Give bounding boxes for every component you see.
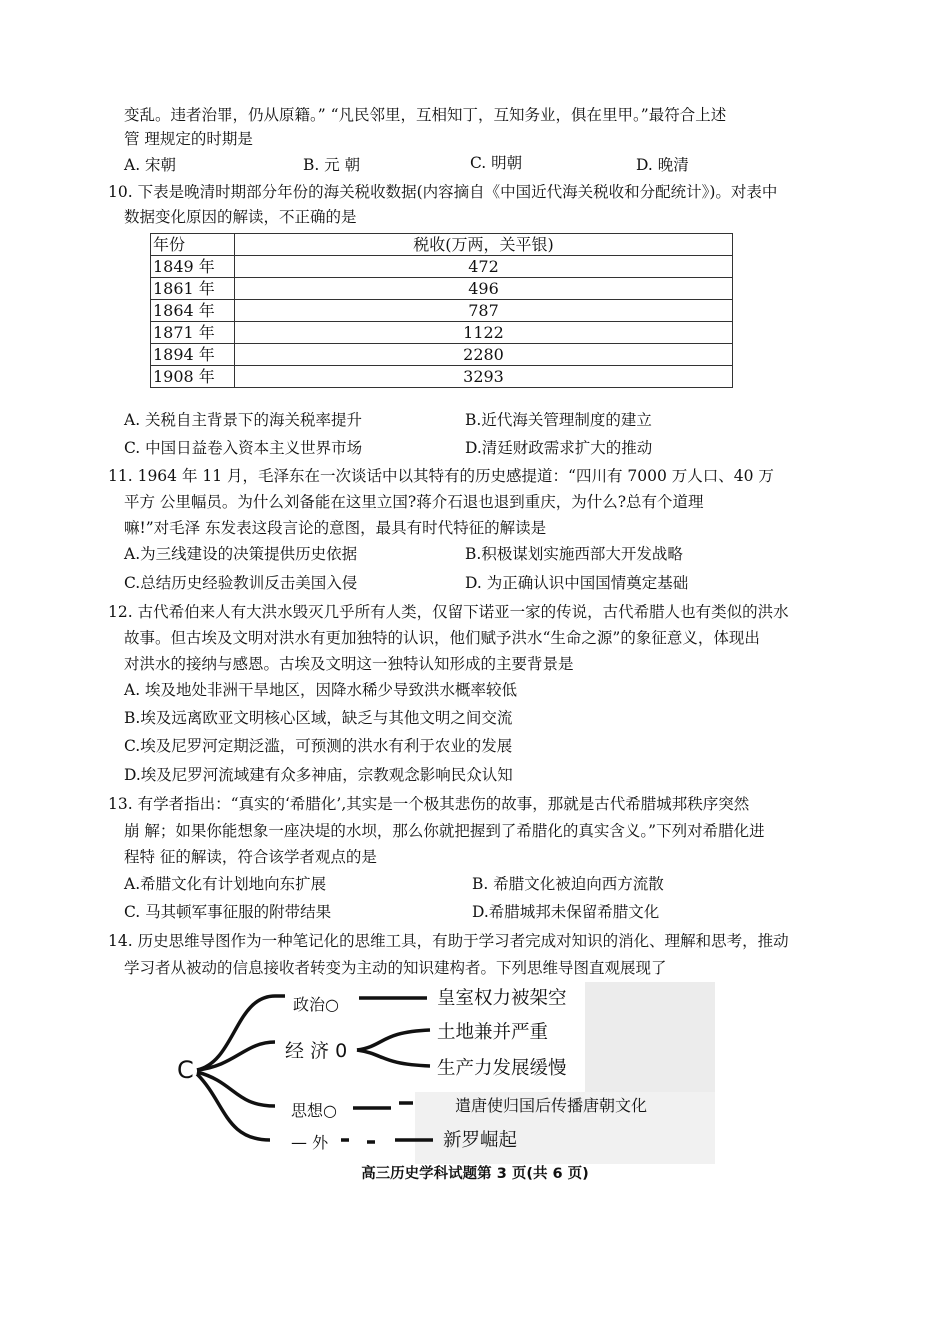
mind-map-leaf: 土地兼并严重: [437, 1022, 549, 1043]
table-cell-value: 472: [235, 256, 733, 278]
q12-option-a: A. 埃及地处非洲干旱地区，因降水稀少导致洪水概率较低: [124, 681, 518, 699]
page-footer: 高三历史学科试题第 3 页(共 6 页): [361, 1166, 589, 1182]
table-cell-year: 1908 年: [151, 366, 235, 388]
q13-option-d: D.希腊城邦未保留希腊文化: [472, 903, 660, 921]
table-cell-year: 1849 年: [151, 256, 235, 278]
q13-stem-line2: 崩 解；如果你能想象一座决堤的水坝，那么你就把握到了希腊化的真实含义。”下列对希腊化进: [124, 822, 765, 840]
table-cell-year: 1871 年: [151, 322, 235, 344]
q11-stem-line2: 平方 公里幅员。为什么刘备能在这里立国?蒋介石退也退到重庆，为什么?总有个道理: [124, 493, 704, 511]
table-cell-year: 1894 年: [151, 344, 235, 366]
table-row: [151, 322, 733, 344]
mind-map-topic-economy: 经 济 0: [285, 1040, 348, 1062]
table-row: [151, 256, 733, 278]
q13-option-a: A.希腊文化有计划地向东扩展: [124, 875, 327, 893]
table-header-year: 年份: [151, 234, 235, 256]
q10-stem-line2: 数据变化原因的解读，不正确的是: [124, 208, 357, 226]
mind-map-leaf: 遣唐使归国后传播唐朝文化: [455, 1096, 648, 1115]
table-cell-value: 787: [235, 300, 733, 322]
mind-map-topic-thought: 思想○: [291, 1101, 337, 1120]
q12-stem-line1: 12. 古代希伯来人有大洪水毁灭几乎所有人类，仅留下诺亚一家的传说，古代希腊人也有类似的洪水: [108, 603, 789, 621]
q12-option-d: D.埃及尼罗河流域建有众多神庙，宗教观念影响民众认知: [124, 766, 513, 784]
table-cell-year: 1864 年: [151, 300, 235, 322]
mind-map-root: C: [177, 1056, 194, 1084]
q10-option-c: C. 中国日益卷入资本主义世界市场: [124, 439, 363, 457]
q12-stem-line2: 故事。但古埃及文明对洪水有更加独特的认识，他们赋予洪水“生命之源”的象征意义，体现出: [124, 629, 760, 647]
table-row: [151, 300, 733, 322]
q12-stem-line3: 对洪水的接纳与感恩。古埃及文明这一独特认知形成的主要背景是: [124, 655, 574, 673]
q13-stem-line1: 13. 有学者指出：“真实的‘希腊化’,其实是一个极其悲伤的故事，那就是古代希腊城邦秩序突然: [108, 795, 750, 813]
q9-stem-line1: 变乱。违者治罪，仍从原籍。” “凡民邻里，互相知丁，互知务业，俱在里甲。”最符合上述: [124, 106, 727, 124]
q9-option-a: A. 宋朝: [124, 156, 177, 174]
q11-option-a: A.为三线建设的决策提供历史依据: [124, 545, 358, 563]
q14-stem-line2: 学习者从被动的信息接收者转变为主动的知识建构者。下列思维导图直观展现了: [124, 959, 667, 977]
mind-map-leaf: 皇室权力被架空: [437, 988, 567, 1009]
table-cell-value: 2280: [235, 344, 733, 366]
table-cell-value: 1122: [235, 322, 733, 344]
q9-option-c: C. 明朝: [470, 154, 523, 172]
connector-economy-1: [357, 1030, 430, 1050]
q10-option-a: A. 关税自主背景下的海关税率提升: [124, 411, 363, 429]
q14-stem-line1: 14. 历史思维导图作为一种笔记化的思维工具，有助于学习者完成对知识的消化、理解和思考，推动: [108, 932, 789, 950]
table-cell-value: 3293: [235, 366, 733, 388]
mind-map-topic-politics: 政治○: [293, 995, 339, 1014]
q11-stem-line1: 11. 1964 年 11 月，毛泽东在一次谈话中以其特有的历史感提道：“四川有 7000 万人口、40 万: [108, 467, 774, 485]
branch-foreign: [197, 1074, 270, 1140]
table-cell-value: 496: [235, 278, 733, 300]
q10-option-d: D.清廷财政需求扩大的推动: [465, 439, 653, 457]
mind-map-figure: [175, 982, 715, 1164]
q13-option-b: B. 希腊文化被迫向西方流散: [472, 875, 664, 893]
q12-option-c: C.埃及尼罗河定期泛滥，可预测的洪水有利于农业的发展: [124, 737, 513, 755]
q9-option-b: B. 元 朝: [303, 156, 361, 174]
q9-option-d: D. 晚清: [636, 156, 689, 174]
q11-option-b: B.积极谋划实施西部大开发战略: [465, 545, 683, 563]
q13-option-c: C. 马其顿军事征服的附带结果: [124, 903, 332, 921]
q10-stem-line1: 10. 下表是晚清时期部分年份的海关税收数据(内容摘自《中国近代海关税收和分配统计》)。对表中: [108, 183, 778, 201]
table-row: [151, 366, 733, 388]
mind-map-leaf: 生产力发展缓慢: [437, 1058, 567, 1079]
q11-option-d: D. 为正确认识中国国情奠定基础: [465, 574, 689, 592]
table-row: [151, 278, 733, 300]
table-header-value: 税收(万两，关平银): [235, 234, 733, 256]
mind-map-leaf: 新罗崛起: [443, 1130, 518, 1151]
table-row: [151, 344, 733, 366]
q10-option-b: B.近代海关管理制度的建立: [465, 411, 652, 429]
q13-stem-line3: 程特 征的解读，符合该学者观点的是: [124, 848, 377, 866]
connector-economy-2: [357, 1050, 430, 1066]
q11-option-c: C.总结历史经验教训反击美国入侵: [124, 574, 358, 592]
q12-option-b: B.埃及远离欧亚文明核心区域，缺乏与其他文明之间交流: [124, 709, 513, 727]
table-cell-year: 1861 年: [151, 278, 235, 300]
table-header-row: [151, 234, 733, 256]
tax-table: [150, 233, 733, 388]
q11-stem-line3: 嘛!”对毛泽 东发表这段言论的意图，最具有时代特征的解读是: [124, 519, 547, 537]
q9-stem-line2: 管 理规定的时期是: [124, 130, 253, 148]
branch-politics: [197, 996, 285, 1070]
mind-map-topic-foreign: — 外: [291, 1133, 329, 1152]
